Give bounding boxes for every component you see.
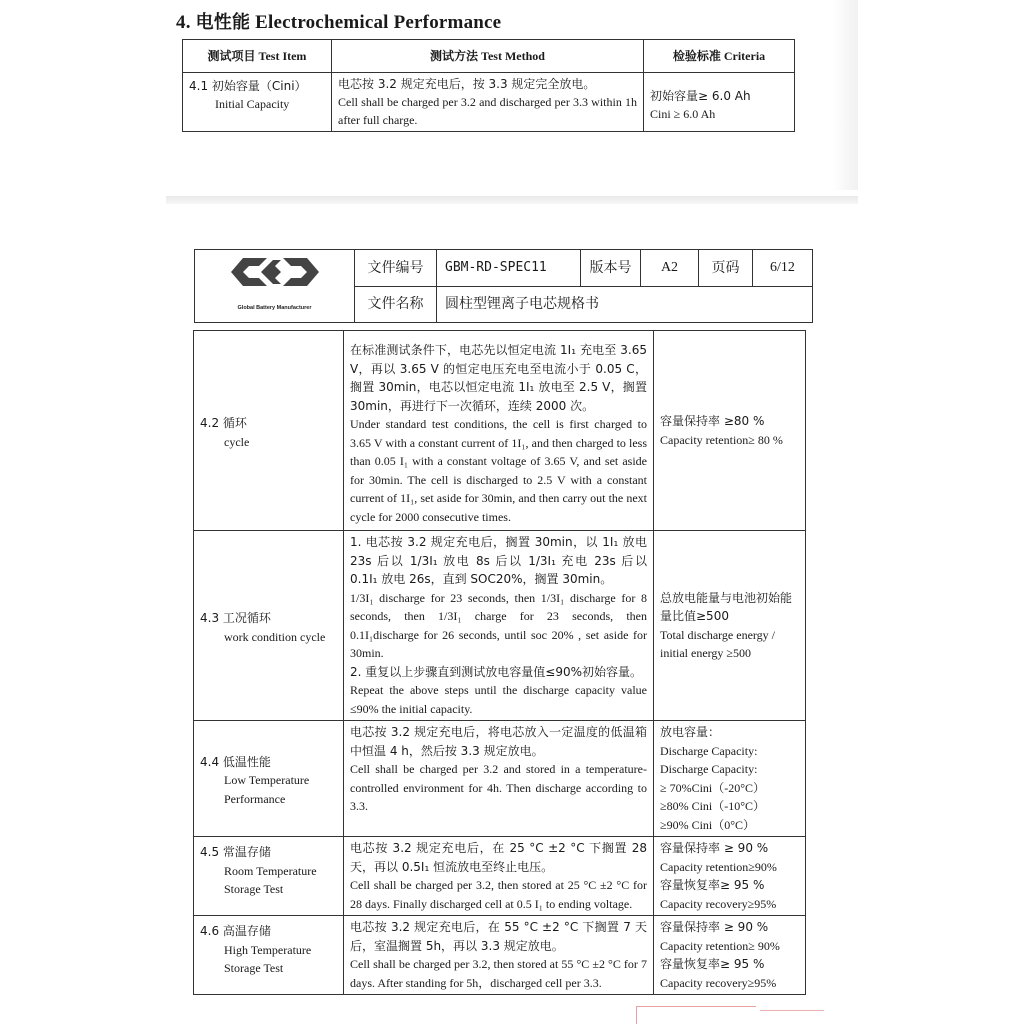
- table-row: [194, 916, 806, 995]
- criteria-line: 容量恢复率≥ 95 %: [660, 957, 765, 971]
- logo-cell: [195, 250, 355, 323]
- section-title-cn: 电性能: [195, 12, 251, 33]
- method-step-1-en: 1/3I₁ discharge for 23 seconds, then 1/3I₁ discharge for 8 seconds, then 1/3I₁ charge for 23 seconds, then 0.1I₁discharge for 26 seconds, until soc 20% , set aside for 30min.: [350, 590, 647, 660]
- table-row: [194, 331, 806, 531]
- table-row: [194, 531, 806, 721]
- table-row: [194, 837, 806, 916]
- gbm-logo-icon: [227, 254, 323, 290]
- method-en: Under standard test conditions, the cell is first charged to 3.65 V with a constant current of 1I₁, and then charged to less than 0.05 I₁ with a constant voltage of 3.65 V, and set aside for 30min. The cell is discharged to 2.5 V with a constant current of 1I₁, set aside for 30min, and then carry out the next cycle for 2000 consecutive times.: [350, 417, 647, 524]
- logo-caption: Global Battery Manufacturer: [237, 305, 312, 311]
- criteria-line: ≥80% Cini（-10°C）: [660, 799, 766, 813]
- header-criteria: 检验标准 Criteria: [644, 40, 795, 73]
- doc-number-label: 文件编号: [355, 250, 437, 287]
- item-cn: 4.2 循环: [200, 416, 247, 430]
- page-number: 6/12: [753, 250, 813, 287]
- method-en: Cell shall be charged per 3.2, then stored at 55 °C ±2 °C for 7 days. After standing for 5h，discharged cell per 3.3.: [350, 957, 647, 990]
- item-en: Storage Test: [224, 961, 284, 975]
- criteria-line: 容量保持率 ≥ 90 %: [660, 841, 769, 855]
- criteria-line: 容量保持率 ≥80 %: [660, 414, 765, 428]
- criteria-line: 放电容量：: [660, 725, 721, 739]
- stamp-mark: [636, 1006, 756, 1024]
- criteria-line: Capacity recovery≥95%: [660, 975, 777, 990]
- criteria-line: 总放电能量与电池初始能量比值≥500: [660, 590, 793, 623]
- version-value: A2: [641, 250, 699, 287]
- item-en: Low Temperature: [224, 773, 310, 788]
- criteria-line: ≥ 70%Cini（-20°C）: [660, 780, 766, 795]
- item-en: Initial Capacity: [215, 97, 290, 111]
- section-number: 4.: [176, 12, 191, 33]
- item-cn: 4.5 常温存储: [200, 845, 271, 859]
- criteria-line: Capacity retention≥ 90%: [660, 938, 780, 953]
- method-cn: 电芯按 3.2 规定充电后，在 55 °C ±2 °C 下搁置 7 天后，室温搁置 5h，再以 3.3 规定放电。: [350, 920, 647, 953]
- header-test-item: 测试项目 Test Item: [183, 40, 332, 73]
- criteria-line: Capacity retention≥90%: [660, 859, 777, 874]
- method-step-1-cn: 1. 电芯按 3.2 规定充电后，搁置 30min，以 1I₁ 放电 23s 后以 1/3I₁ 放电 8s 后以 1/3I₁ 充电 23s 后以 0.1I₁ 放电 26s，直到 SOC20%，搁置 30min。: [350, 535, 647, 586]
- stamp-mark: [760, 1010, 824, 1024]
- table-row: [194, 721, 806, 837]
- method-cn: 在标准测试条件下，电芯先以恒定电流 1I₁ 充电至 3.65 V，再以 3.65 V 的恒定电压充电至电流小于 0.05 C，搁置 30min，电芯以恒定电流 1I₁ 放电至 2.5 V，搁置 30min，再进行下一次循环，连续 2000 次。: [350, 343, 647, 413]
- method-cn: 电芯按 3.2 规定充电后，将电芯放入一定温度的低温箱中恒温 4 h，然后按 3.3 规定放电。: [350, 725, 647, 758]
- criteria-line: Capacity retention≥ 80 %: [660, 432, 783, 447]
- item-cn: 4.4 低温性能: [200, 754, 271, 769]
- table-row: [183, 73, 795, 132]
- criteria-line: Total discharge energy / initial energy ≥500: [660, 627, 776, 660]
- doc-number: GBM-RD-SPEC11: [437, 250, 581, 287]
- doc-name-label: 文件名称: [355, 286, 437, 323]
- page-shadow: [832, 0, 858, 190]
- table-header-row: [183, 40, 795, 73]
- electrochemical-table-top: [182, 39, 795, 132]
- electrochemical-table: [193, 330, 806, 995]
- criteria-line: 容量恢复率≥ 95 %: [660, 878, 765, 892]
- method-step-2-cn: 2. 重复以上步骤直到测试放电容量值≤90%初始容量。: [350, 664, 642, 679]
- method-en: Cell shall be charged per 3.2 and stored in a temperature-controlled environment for 4h. Then discharge according to 3.3.: [350, 762, 647, 813]
- header-test-method: 测试方法 Test Method: [332, 40, 644, 73]
- item-en: Storage Test: [224, 882, 284, 896]
- method-cn: 电芯按 3.2 规定充电后，在 25 °C ±2 °C 下搁置 28 天，再以 0.5I₁ 恒流放电至终止电压。: [350, 841, 647, 874]
- method-cn: 电芯按 3.2 规定充电后，按 3.3 规定完全放电。: [338, 77, 596, 91]
- item-en: cycle: [224, 434, 250, 449]
- item-en: work condition cycle: [224, 629, 326, 644]
- item-cn: 4.3 工况循环: [200, 611, 271, 625]
- criteria-line: Discharge Capacity:: [660, 762, 758, 776]
- item-en: Room Temperature: [224, 863, 317, 878]
- page-separator: [166, 196, 858, 204]
- criteria-line: Capacity recovery≥95%: [660, 896, 777, 911]
- criteria-line: 容量保持率 ≥ 90 %: [660, 920, 769, 934]
- page-label: 页码: [699, 250, 753, 287]
- version-label: 版本号: [581, 250, 641, 287]
- method-step-2-en: Repeat the above steps until the discharge capacity value ≤90% the initial capacity.: [350, 683, 647, 716]
- method-en: Cell shall be charged per 3.2 and discharged per 3.3 within 1h after full charge.: [338, 95, 637, 127]
- document-header: [194, 249, 813, 323]
- criteria-line: ≥90% Cini（0°C）: [660, 817, 756, 832]
- item-cn: 4.6 高温存储: [200, 924, 271, 938]
- criteria-line: 初始容量≥ 6.0 Ah: [650, 89, 751, 103]
- method-en: Cell shall be charged per 3.2, then stored at 25 °C ±2 °C for 28 days. Finally discharged cell at 0.5 I₁ to ending voltage.: [350, 878, 647, 911]
- doc-name: 圆柱型锂离子电芯规格书: [437, 286, 813, 323]
- item-en: High Temperature: [224, 942, 312, 957]
- section-title-en: Electrochemical Performance: [255, 12, 502, 33]
- criteria-line: Discharge Capacity:: [660, 743, 758, 758]
- criteria-line: Cini ≥ 6.0 Ah: [650, 107, 716, 121]
- item-en: Performance: [224, 791, 286, 806]
- section-title: [176, 8, 501, 34]
- item-cn: 4.1 初始容量（Cini）: [189, 79, 307, 93]
